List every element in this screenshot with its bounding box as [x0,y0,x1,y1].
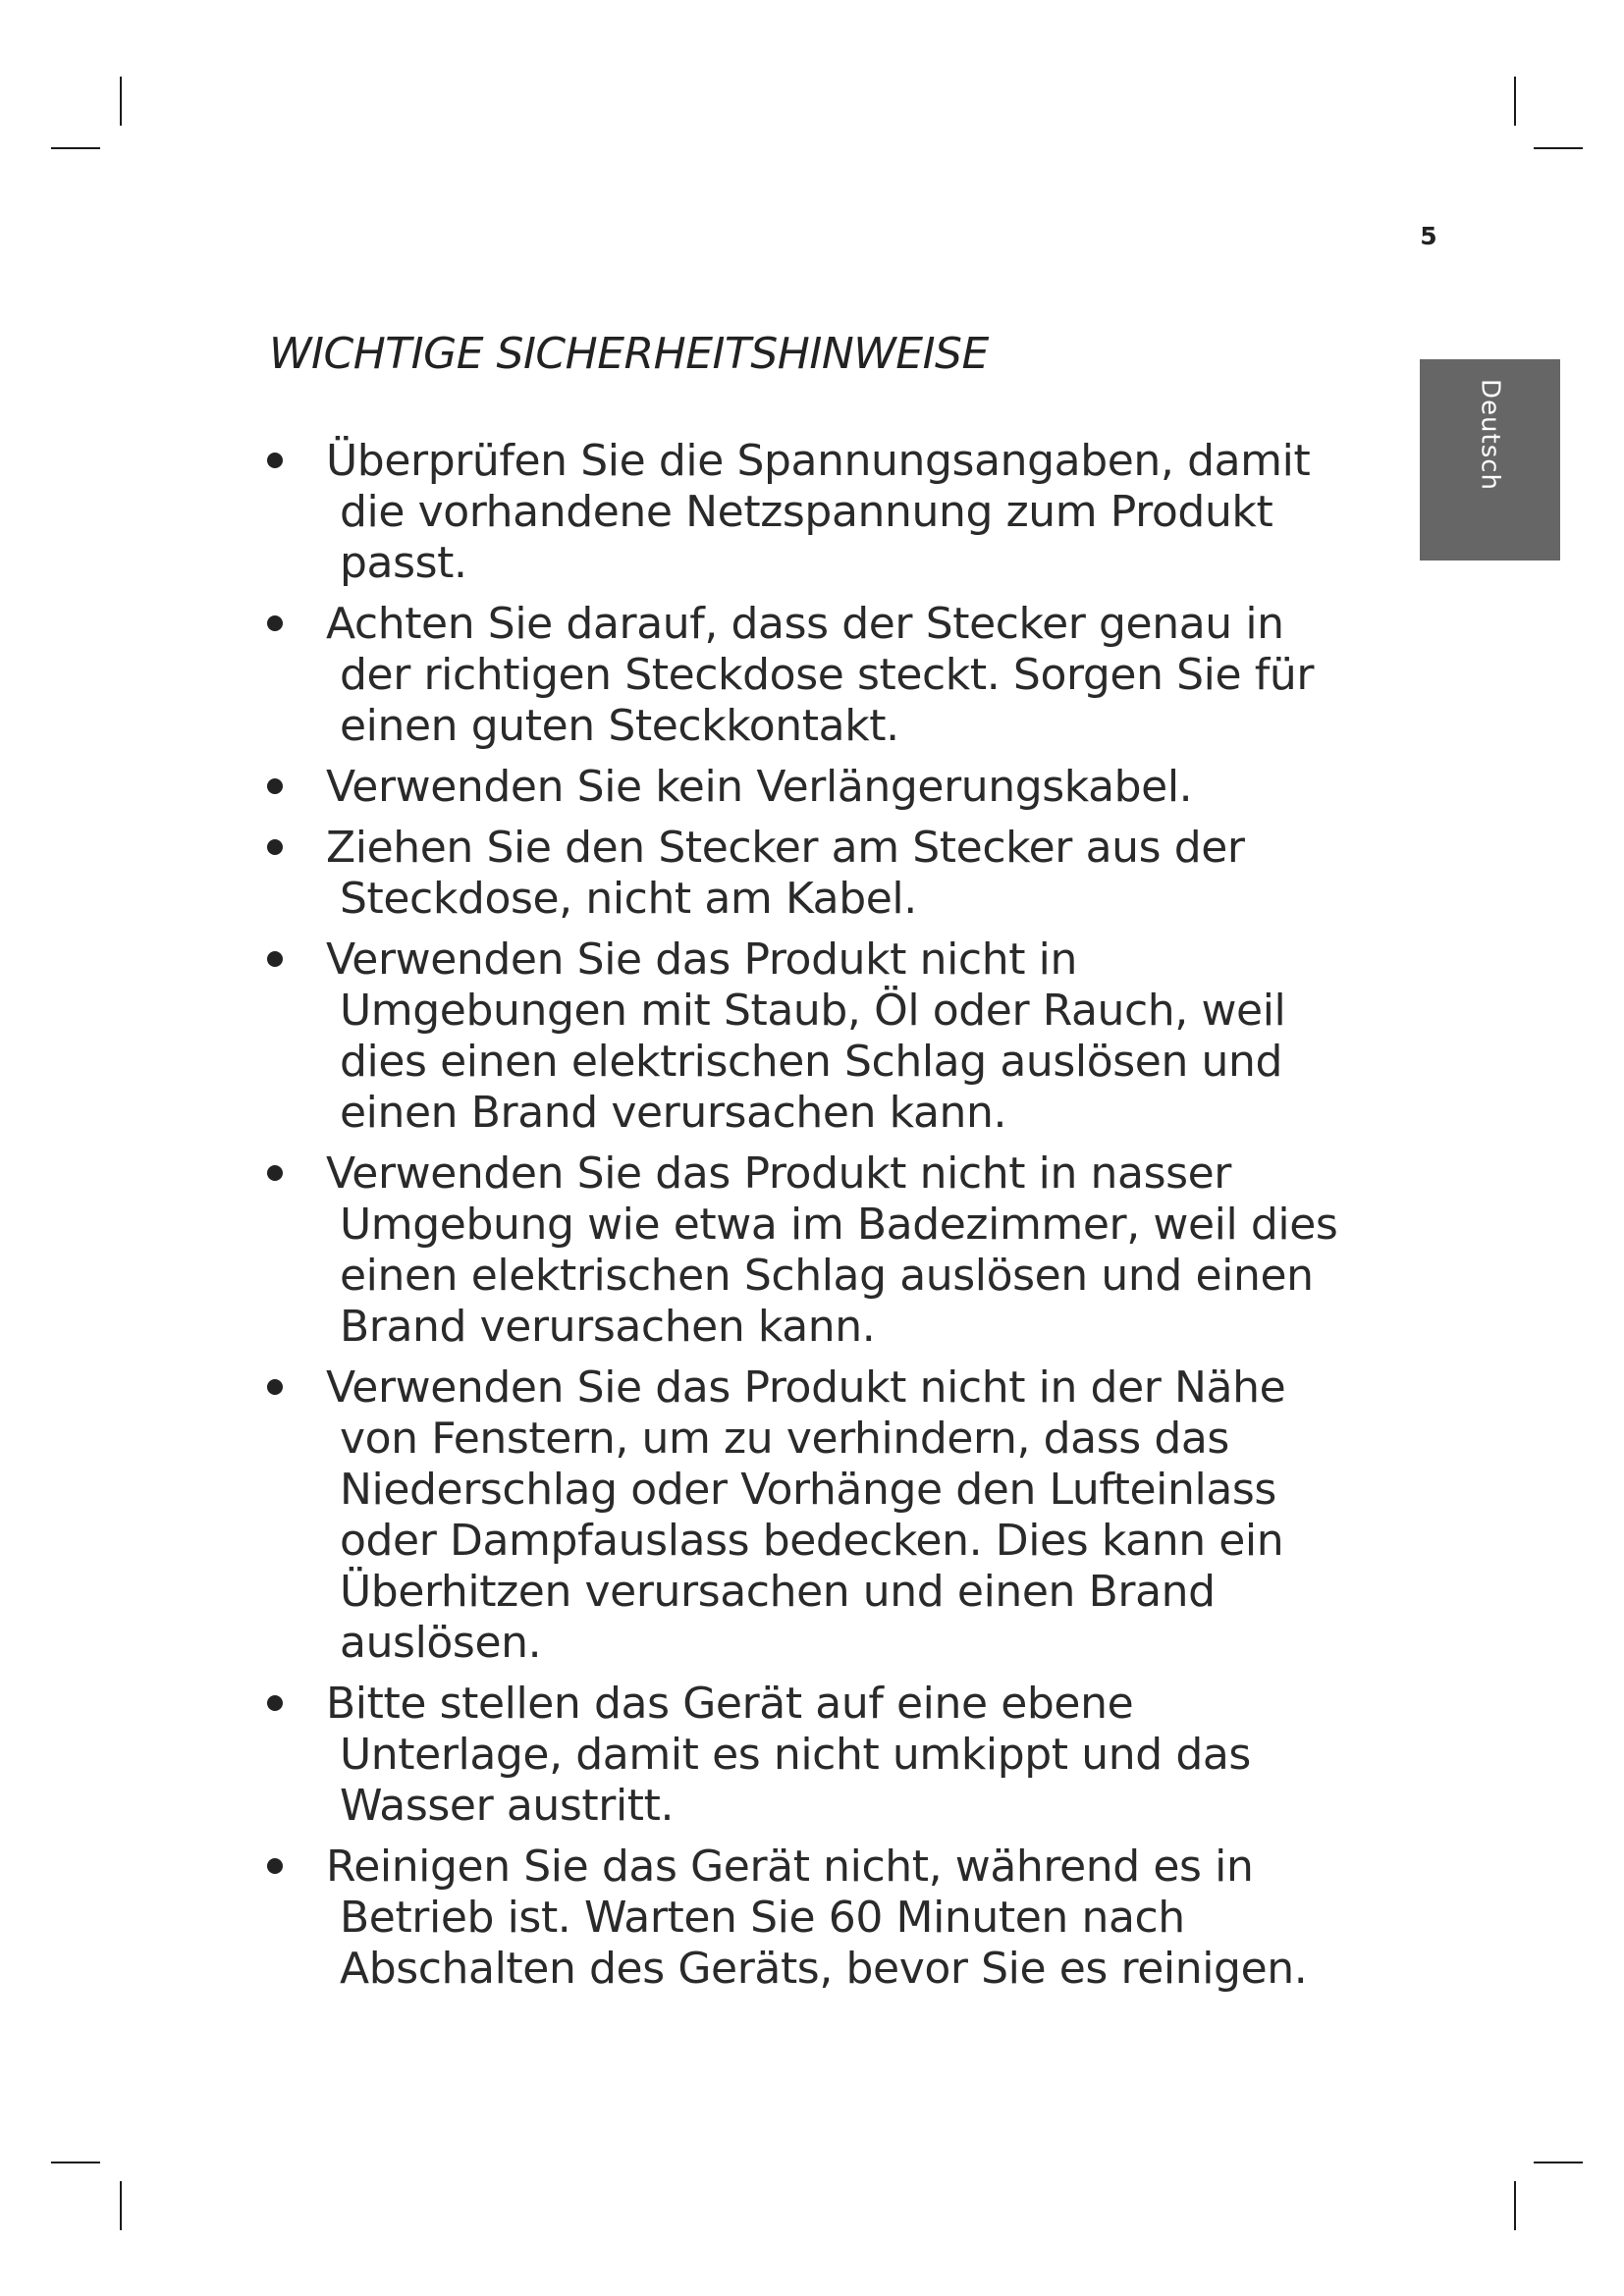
list-item-text: Achten Sie darauf, dass der Stecker genau in der richtigen Steckdose steckt. Sorgen Sie für einen guten Steckkontakt. [326,599,1315,751]
crop-mark-top-right-horizontal [1534,147,1583,149]
language-tab [1420,359,1560,561]
list-item [263,823,1353,925]
bullet-icon [267,615,283,631]
bullet-icon [267,778,283,794]
crop-mark-top-left-horizontal [51,147,100,149]
list-item-text: Reinigen Sie das Gerät nicht, während es in Betrieb ist. Warten Sie 60 Minuten nach Abschalten des Geräts, bevor Sie es reinigen. [326,1842,1308,1994]
safety-list [263,436,1353,1995]
crop-mark-top-left-vertical [120,77,122,126]
crop-mark-bottom-right-horizontal [1534,2162,1583,2163]
bullet-icon [267,453,283,468]
list-item [263,1148,1353,1353]
list-item-text: Verwenden Sie das Produkt nicht in Umgebungen mit Staub, Öl oder Rauch, weil dies einen elektrischen Schlag auslösen und einen Brand verursachen kann. [326,934,1286,1138]
crop-mark-bottom-right-vertical [1514,2181,1516,2230]
crop-mark-bottom-left-horizontal [51,2162,100,2163]
crop-mark-top-right-vertical [1514,77,1516,126]
list-item [263,599,1353,752]
list-item-text: Verwenden Sie kein Verlängerungskabel. [326,762,1193,812]
list-item-text: Verwenden Sie das Produkt nicht in nasser Umgebung wie etwa im Badezimmer, weil dies einen elektrischen Schlag auslösen und einen Brand verursachen kann. [326,1148,1338,1352]
bullet-icon [267,1165,283,1181]
section-title: WICHTIGE SICHERHEITSHINWEISE [269,329,989,379]
list-item-text: Ziehen Sie den Stecker am Stecker aus der Steckdose, nicht am Kabel. [326,823,1245,924]
bullet-icon [267,1379,283,1395]
bullet-icon [267,951,283,967]
list-item [263,1842,1353,1995]
bullet-icon [267,1858,283,1874]
crop-mark-bottom-left-vertical [120,2181,122,2230]
list-item [263,1679,1353,1832]
bullet-icon [267,1695,283,1711]
list-item-text: Überprüfen Sie die Spannungsangaben, damit die vorhandene Netzspannung zum Produkt passt. [326,436,1311,588]
safety-section [263,329,1353,2004]
list-item [263,762,1353,813]
list-item [263,436,1353,589]
list-item-text: Bitte stellen das Gerät auf eine ebene Unterlage, damit es nicht umkippt und das Wasser austritt. [326,1679,1251,1831]
bullet-icon [267,839,283,855]
page-number: 5 [1420,222,1437,250]
list-item-text: Verwenden Sie das Produkt nicht in der Nähe von Fenstern, um zu verhindern, dass das Niederschlag oder Vorhänge den Lufteinlass oder Dampfauslass bedecken. Dies kann ein Überhitzen verursachen und einen Brand auslösen. [326,1362,1286,1668]
list-item [263,1362,1353,1669]
language-tab-label: Deutsch [1475,379,1505,492]
list-item [263,934,1353,1139]
